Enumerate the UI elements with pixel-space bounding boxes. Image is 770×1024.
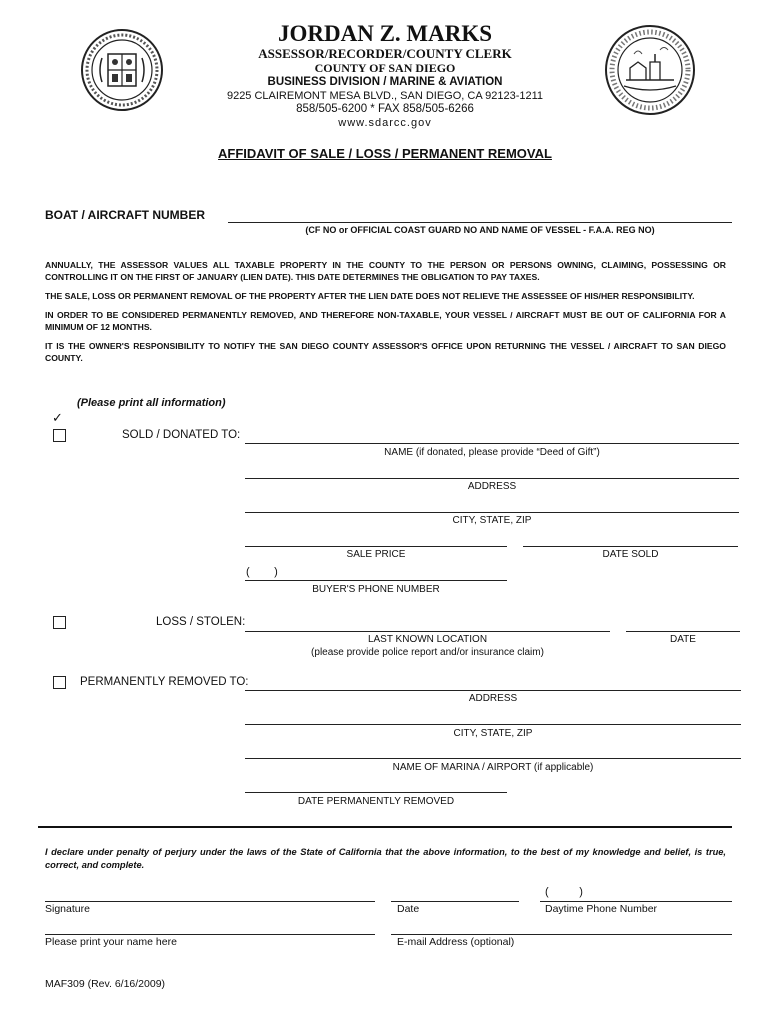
- form-title: AFFIDAVIT OF SALE / LOSS / PERMANENT REMOVAL: [218, 146, 552, 161]
- sold-address-field[interactable]: [245, 478, 739, 479]
- removed-label: PERMANENTLY REMOVED TO:: [80, 676, 249, 688]
- sale-price-field[interactable]: [245, 546, 507, 547]
- print-note: (Please print all information): [77, 397, 226, 409]
- form-id: MAF309 (Rev. 6/16/2009): [45, 978, 166, 990]
- date-sold-caption: DATE SOLD: [602, 549, 659, 560]
- removed-city-field[interactable]: [245, 724, 741, 725]
- print-name-field[interactable]: [45, 934, 375, 935]
- signature-date-field[interactable]: [391, 901, 519, 902]
- last-location-caption: LAST KNOWN LOCATION: [367, 634, 488, 645]
- loss-checkbox[interactable]: [53, 616, 66, 629]
- county-seal-right: [604, 24, 696, 116]
- sold-name-caption: NAME (if donated, please provide “Deed of Gift”): [384, 447, 600, 458]
- removal-date-caption: DATE PERMANENTLY REMOVED: [297, 796, 455, 807]
- email-field[interactable]: [391, 934, 732, 935]
- buyer-phone-caption: BUYER'S PHONE NUMBER: [312, 584, 440, 595]
- daytime-phone-parens: ( ): [545, 886, 583, 898]
- loss-label: LOSS / STOLEN:: [156, 616, 246, 628]
- removed-city-caption: CITY, STATE, ZIP: [453, 728, 533, 739]
- boat-number-caption: (CF NO or OFFICIAL COAST GUARD NO AND NAME OF VESSEL - F.A.A. REG NO): [305, 225, 655, 235]
- email-caption: E-mail Address (optional): [397, 936, 515, 948]
- marina-caption: NAME OF MARINA / AIRPORT (if applicable): [392, 762, 594, 773]
- boat-number-field[interactable]: [228, 222, 732, 223]
- sold-address-caption: ADDRESS: [467, 481, 517, 492]
- last-location-field[interactable]: [245, 631, 610, 632]
- sold-city-caption: CITY, STATE, ZIP: [452, 515, 532, 526]
- boat-number-label: BOAT / AIRCRAFT NUMBER: [45, 208, 205, 222]
- signature-field[interactable]: [45, 901, 375, 902]
- buyer-phone-parens: ( ): [246, 566, 278, 578]
- marina-field[interactable]: [245, 758, 741, 759]
- assessor-title: ASSESSOR/RECORDER/COUNTY CLERK: [258, 46, 512, 61]
- county-name: COUNTY OF SAN DIEGO: [314, 61, 456, 75]
- division-name: BUSINESS DIVISION / MARINE & AVIATION: [267, 76, 503, 88]
- sold-label: SOLD / DONATED TO:: [122, 429, 241, 441]
- loss-date-field[interactable]: [626, 631, 740, 632]
- last-location-note: (please provide police report and/or insurance claim): [311, 647, 544, 658]
- daytime-phone-field[interactable]: [540, 901, 732, 902]
- county-seal-left: [80, 28, 164, 112]
- removed-checkbox[interactable]: [53, 676, 66, 689]
- info-paragraph-notify: IT IS THE OWNER'S RESPONSIBILITY TO NOTIFY THE SAN DIEGO COUNTY ASSESSOR'S OFFICE UPON RETURNING THE VESSEL / AIRCRAFT TO SAN DIEGO COUNTY.: [45, 341, 726, 363]
- check-mark-icon: ✓: [52, 410, 63, 425]
- office-address: 9225 CLAIREMONT MESA BLVD., SAN DIEGO, CA 92123-1211: [226, 90, 544, 102]
- info-paragraph-removal: IN ORDER TO BE CONSIDERED PERMANENTLY REMOVED, AND THEREFORE NON-TAXABLE, YOUR VESSEL / AIRCRAFT MUST BE OUT OF CALIFORNIA FOR A MINIMUM OF 12 MONTHS.: [45, 310, 726, 332]
- office-website: www.sdarcc.gov: [338, 117, 432, 129]
- info-paragraph-lien: ANNUALLY, THE ASSESSOR VALUES ALL TAXABLE PROPERTY IN THE COUNTY TO THE PERSON OR PERSONS OWNING, CLAIMING, POSSESSING OR CONTROLLING IT ON THE FIRST OF JANUARY (LIEN DATE). THIS DATE DETERMINES THE OBLIGATION TO PAY TAXES.: [45, 260, 726, 282]
- section-divider: [38, 826, 732, 828]
- sold-checkbox[interactable]: [53, 429, 66, 442]
- buyer-phone-field[interactable]: [245, 580, 507, 581]
- removed-address-caption: ADDRESS: [468, 693, 518, 704]
- sold-name-field[interactable]: [245, 443, 739, 444]
- assessor-name: JORDAN Z. MARKS: [277, 21, 493, 46]
- loss-date-caption: DATE: [670, 634, 696, 645]
- sold-city-field[interactable]: [245, 512, 739, 513]
- sale-price-caption: SALE PRICE: [346, 549, 406, 560]
- print-name-caption: Please print your name here: [45, 936, 177, 948]
- removal-date-field[interactable]: [245, 792, 507, 793]
- info-paragraph-responsibility: THE SALE, LOSS OR PERMANENT REMOVAL OF THE PROPERTY AFTER THE LIEN DATE DOES NOT RELIEVE THE ASSESSEE OF HIS/HER RESPONSIBILITY.: [45, 291, 695, 301]
- removed-address-field[interactable]: [245, 690, 741, 691]
- office-phone: 858/505-6200 * FAX 858/505-6266: [296, 103, 474, 115]
- perjury-declaration: I declare under penalty of perjury under the laws of the State of California that the above information, to the best of my knowledge and belief, is true, correct, and complete.: [45, 847, 726, 870]
- daytime-phone-caption: Daytime Phone Number: [545, 903, 658, 915]
- signature-date-caption: Date: [397, 903, 420, 915]
- date-sold-field[interactable]: [523, 546, 738, 547]
- signature-caption: Signature: [45, 903, 90, 915]
